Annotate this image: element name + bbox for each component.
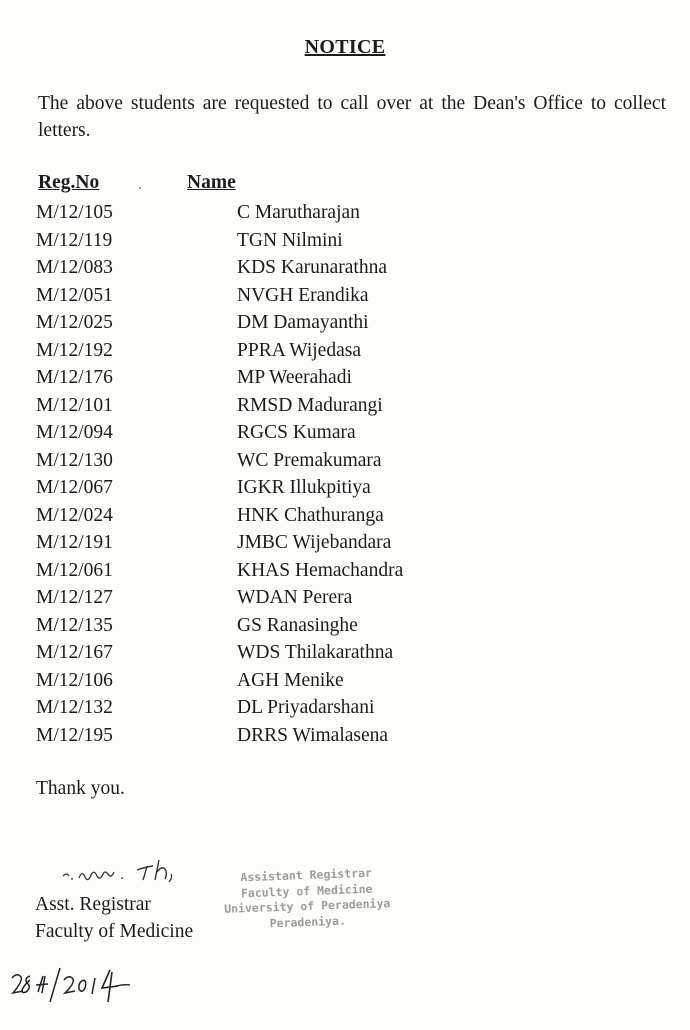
reg-no: M/12/132 <box>36 697 113 718</box>
reg-no: M/12/106 <box>36 669 113 691</box>
reg-no: M/12/094 <box>36 422 113 443</box>
table-row <box>0 199 690 227</box>
student-name: DRRS Wimalasena <box>237 724 389 746</box>
table-row <box>0 282 690 310</box>
student-name: KDS Karunarathna <box>237 257 387 278</box>
student-name: DL Priyadarshani <box>237 697 375 718</box>
notice-intro: The above students are requested to call over at the Dean's Office to collect letters. <box>38 93 666 141</box>
student-name: RMSD Madurangi <box>237 394 383 416</box>
header-reg-no: Reg.No <box>38 172 100 193</box>
table-row <box>0 502 690 530</box>
reg-no: M/12/127 <box>36 587 113 608</box>
student-list <box>0 199 690 749</box>
thank-you: Thank you. <box>36 778 125 799</box>
student-name: DM Damayanthi <box>237 312 369 333</box>
table-row <box>0 639 690 667</box>
student-name: AGH Menike <box>237 669 344 691</box>
reg-no: M/12/192 <box>36 339 113 361</box>
reg-no: M/12/061 <box>36 559 113 581</box>
table-row <box>0 557 690 585</box>
reg-no: M/12/191 <box>36 532 113 553</box>
table-row <box>0 227 690 255</box>
table-row <box>0 722 690 750</box>
stamp-line-4: Peradeniya. <box>269 913 347 930</box>
stamp-line-1: Assistant Registrar <box>240 865 373 885</box>
student-name: WDAN Perera <box>237 587 353 608</box>
student-name: PPRA Wijedasa <box>237 339 361 361</box>
table-row <box>0 584 690 612</box>
table-row <box>0 529 690 557</box>
student-name: RGCS Kumara <box>237 422 356 443</box>
reg-no: M/12/167 <box>36 642 113 663</box>
table-row <box>0 474 690 502</box>
student-name: IGKR Illukpitiya <box>237 477 371 498</box>
header-name: Name <box>187 172 236 193</box>
signature <box>55 854 215 890</box>
student-name: MP Weerahadi <box>237 367 352 388</box>
stray-dot <box>139 187 141 189</box>
reg-no: M/12/105 <box>36 202 113 223</box>
reg-no: M/12/176 <box>36 367 113 388</box>
student-name: WDS Thilakarathna <box>237 642 394 663</box>
table-row <box>0 364 690 392</box>
table-row <box>0 309 690 337</box>
stamp-line-3: University of Peradeniya <box>223 896 391 916</box>
reg-no: M/12/051 <box>36 284 113 306</box>
student-name: JMBC Wijebandara <box>237 532 392 553</box>
table-header <box>0 172 690 199</box>
reg-no: M/12/067 <box>36 477 113 498</box>
reg-no: M/12/024 <box>36 504 113 526</box>
table-row <box>0 447 690 475</box>
stamp-line-2: Faculty of Medicine <box>240 881 373 900</box>
student-name: GS Ranasinghe <box>237 614 358 636</box>
table-row <box>0 612 690 640</box>
student-name: HNK Chathuranga <box>237 504 384 526</box>
reg-no: M/12/130 <box>36 449 113 471</box>
student-name: TGN Nilmini <box>237 229 343 251</box>
table-row <box>0 254 690 282</box>
reg-no: M/12/135 <box>36 614 113 636</box>
student-name: WC Premakumara <box>237 449 382 471</box>
student-name: KHAS Hemachandra <box>237 559 404 581</box>
signatory-role <box>35 891 193 945</box>
official-stamp <box>221 865 393 933</box>
student-name: NVGH Erandika <box>237 284 369 306</box>
role-title: Asst. Registrar <box>35 894 151 915</box>
student-name: C Marutharajan <box>237 202 360 223</box>
reg-no: M/12/101 <box>36 394 113 416</box>
table-row <box>0 337 690 365</box>
table-row <box>0 667 690 695</box>
notice-title: NOTICE <box>304 36 386 58</box>
reg-no: M/12/195 <box>36 724 113 746</box>
reg-no: M/12/119 <box>36 229 113 251</box>
role-faculty: Faculty of Medicine <box>35 921 194 942</box>
table-row <box>0 419 690 447</box>
reg-no: M/12/025 <box>36 312 113 333</box>
table-row <box>0 694 690 722</box>
reg-no: M/12/083 <box>36 257 113 278</box>
table-row <box>0 392 690 420</box>
handwritten-date <box>8 962 138 1008</box>
